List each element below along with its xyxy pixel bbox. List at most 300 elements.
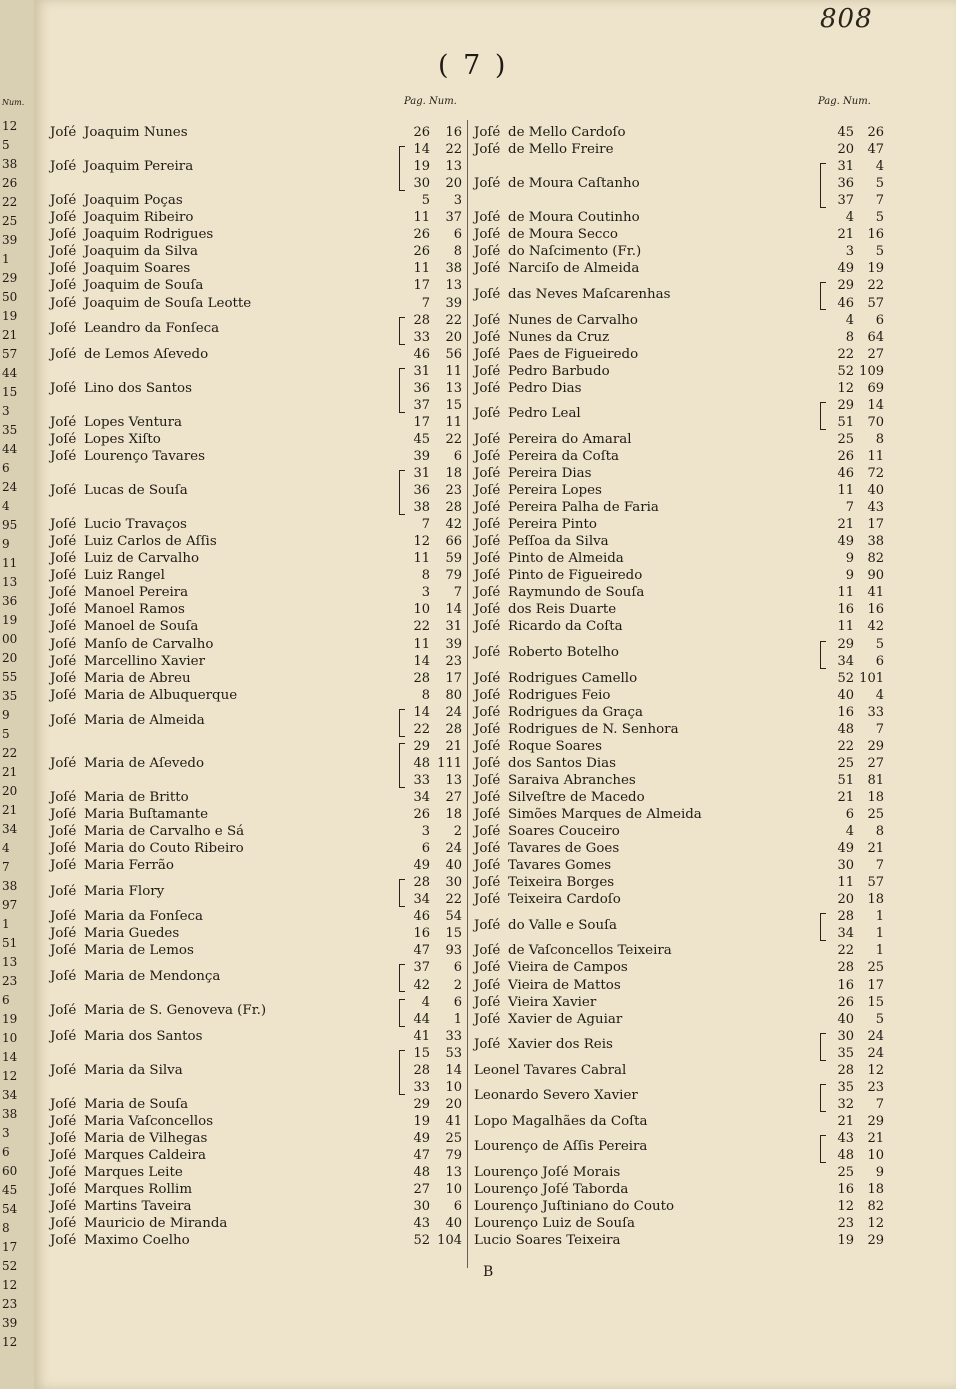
entry-prefix: Joſé: [50, 210, 77, 226]
entry-name: Pinto de Almeida: [508, 551, 624, 567]
left-column-entry: [50, 567, 165, 585]
page-ref: 3: [421, 824, 430, 840]
folio-number: 808: [820, 4, 873, 34]
entry-prefix: Joſé: [50, 1233, 77, 1249]
left-column-entry: [50, 1062, 183, 1080]
left-column-entry: [50, 448, 205, 466]
entry-number: 17: [867, 517, 884, 533]
page-ref: 28: [837, 960, 854, 976]
entry-number: 79: [445, 568, 462, 584]
page-ref: 28: [837, 909, 854, 925]
previous-page-number: 12: [2, 1069, 18, 1083]
entry-number: 40: [445, 1216, 462, 1232]
page-ref: 26: [837, 448, 854, 464]
page-ref: 12: [413, 534, 430, 550]
page-ref: 14: [413, 142, 430, 158]
previous-page-number: 21: [2, 328, 18, 342]
entry-number: 17: [445, 670, 462, 686]
entry-name: Xavier dos Reis: [508, 1037, 613, 1053]
right-column-entry: [474, 601, 616, 619]
entry-prefix: Joſé: [474, 892, 501, 908]
entry-name: Lourenço Tavares: [84, 448, 205, 464]
page-ref: 5: [421, 193, 430, 209]
page-ref: 26: [413, 244, 430, 260]
entry-prefix: Joſé: [474, 329, 501, 345]
entry-name: Maria Ferrão: [84, 858, 174, 874]
page-ref: 27: [413, 1182, 430, 1198]
entry-number: 12: [867, 1216, 884, 1232]
entry-prefix: Joſé: [474, 619, 501, 635]
entry-number: 10: [445, 1182, 462, 1198]
entry-number: 1: [875, 909, 884, 925]
entry-name: de Moura Caſtanho: [508, 176, 640, 192]
page-ref: 51: [837, 772, 854, 788]
entry-prefix: Joſé: [474, 346, 501, 362]
group-bracket: [820, 402, 826, 430]
page-ref: 11: [413, 636, 430, 652]
entry-name: Silveſtre de Macedo: [508, 789, 645, 805]
column-divider: [467, 120, 468, 1268]
right-column-entry: [474, 405, 581, 423]
page-ref: 30: [837, 858, 854, 874]
right-column-entry: [474, 738, 602, 756]
page-ref: 31: [413, 466, 430, 481]
entry-prefix: Joſé: [50, 653, 77, 669]
entry-name: de Moura Coutinho: [508, 210, 640, 226]
right-column-entry: [474, 1087, 638, 1105]
left-column-entry: [50, 346, 208, 364]
entry-prefix: Joſé: [50, 841, 77, 857]
page-ref: 16: [837, 602, 854, 618]
entry-name: Maria de Mendonça: [84, 968, 221, 984]
page-ref: 9: [845, 551, 854, 567]
entry-prefix: Joſé: [474, 645, 501, 661]
entry-number: 38: [445, 261, 462, 277]
page-ref: 11: [413, 210, 430, 226]
entry-name: Vieira Xavier: [508, 994, 597, 1010]
entry-prefix: Joſé: [50, 346, 77, 362]
entry-name: Rodrigues Feio: [508, 687, 611, 703]
previous-page-number: 57: [2, 347, 18, 361]
entry-prefix: Joſé: [50, 125, 77, 140]
entry-number: 18: [867, 892, 884, 908]
entry-name: Leonardo Severo Xavier: [474, 1088, 638, 1104]
page-ref: 46: [413, 909, 430, 925]
right-column-entry: [474, 994, 596, 1012]
page-ref: 45: [837, 125, 854, 140]
entry-name: Joaquim Ribeiro: [84, 210, 194, 226]
entry-number: 101: [859, 670, 884, 686]
entry-name: de Mello Cardoſo: [508, 125, 626, 140]
left-column-entry: [50, 789, 189, 807]
entry-name: Joaquim Soares: [84, 261, 191, 277]
entry-number: 80: [445, 687, 462, 703]
entry-number: 21: [867, 841, 884, 857]
entry-prefix: Joſé: [50, 568, 77, 584]
entry-number: 6: [875, 653, 884, 669]
right-column-entry: [474, 448, 619, 466]
entry-name: Joaquim Rodrigues: [84, 227, 214, 243]
previous-page-number: 12: [2, 1278, 18, 1292]
left-column-entry: [50, 295, 251, 313]
entry-prefix: Joſé: [50, 244, 77, 260]
entry-prefix: Joſé: [474, 244, 501, 260]
entry-name: Maria de S. Genoveva (Fr.): [84, 1003, 267, 1019]
entry-prefix: Joſé: [474, 363, 501, 379]
entry-prefix: Joſé: [50, 713, 77, 729]
page-ref: 11: [413, 551, 430, 567]
entry-name: Maria de Abreu: [84, 670, 191, 686]
left-column-entry: [50, 601, 185, 619]
group-bracket: [820, 1084, 826, 1112]
entry-number: 9: [875, 1165, 884, 1181]
entry-name: Tavares Gomes: [508, 858, 612, 874]
left-column-entry: [50, 1147, 206, 1165]
page-ref: 23: [837, 1216, 854, 1232]
left-column-entry: [50, 883, 164, 901]
left-column-entry: [50, 1096, 188, 1114]
entry-number: 6: [453, 227, 462, 243]
page-ref: 7: [421, 295, 430, 311]
page-ref: 22: [837, 943, 854, 959]
left-column-entry: [50, 243, 198, 261]
entry-number: 29: [867, 1233, 884, 1249]
previous-page-number: 20: [2, 784, 18, 798]
entry-number: 24: [445, 841, 462, 857]
previous-page-number: 34: [2, 822, 18, 836]
page-ref: 11: [837, 619, 854, 635]
previous-page-number: 13: [2, 575, 18, 589]
entry-number: 82: [867, 1199, 884, 1215]
page-ref: 47: [413, 943, 430, 959]
group-bracket: [820, 163, 826, 208]
right-column-entry: [474, 959, 628, 977]
entry-number: 20: [445, 176, 462, 192]
right-column-entry: [474, 1215, 635, 1233]
entry-name: Xavier de Aguiar: [508, 1011, 623, 1027]
entry-prefix: Joſé: [50, 755, 77, 771]
entry-prefix: Joſé: [50, 602, 77, 618]
entry-prefix: Joſé: [50, 858, 77, 874]
entry-number: 40: [867, 483, 884, 499]
entry-number: 6: [453, 448, 462, 464]
entry-prefix: Joſé: [474, 286, 501, 302]
entry-prefix: Joſé: [50, 909, 77, 925]
entry-number: 41: [445, 1113, 462, 1129]
page-ref: 29: [837, 636, 854, 652]
page-ref: 8: [421, 568, 430, 584]
entry-prefix: Joſé: [50, 926, 77, 942]
page-ref: 4: [845, 312, 854, 328]
entry-number: 11: [445, 363, 462, 379]
entry-name: Maria de Albuquerque: [84, 687, 238, 703]
previous-page-number: 19: [2, 1012, 18, 1026]
entry-number: 6: [875, 312, 884, 328]
previous-page-number: 23: [2, 974, 18, 988]
entry-name: Ricardo da Coſta: [508, 619, 623, 635]
previous-page-number: 29: [2, 271, 18, 285]
entry-prefix: Joſé: [474, 1037, 501, 1053]
entry-number: 109: [859, 363, 884, 379]
entry-number: 38: [867, 534, 884, 550]
right-column-entry: [474, 260, 639, 278]
entry-number: 11: [867, 448, 884, 464]
page-ref: 48: [413, 755, 430, 771]
entry-prefix: Joſé: [474, 517, 501, 533]
page-ref: 22: [837, 346, 854, 362]
right-column-entry: [474, 687, 610, 705]
page-ref: 26: [413, 125, 430, 140]
entry-name: Pereira Dias: [508, 466, 592, 481]
entry-prefix: Joſé: [50, 1096, 77, 1112]
entry-number: 3: [453, 193, 462, 209]
previous-page-number: 3: [2, 404, 10, 418]
entry-prefix: Joſé: [474, 142, 501, 158]
right-column-entry: [474, 1011, 622, 1029]
right-column-header: Pag. Num.: [818, 96, 871, 107]
entry-name: Pereira Pinto: [508, 517, 597, 533]
page-ref: 28: [837, 1062, 854, 1078]
page-ref: 21: [837, 789, 854, 805]
entry-name: Narciſo de Almeida: [508, 261, 640, 277]
entry-number: 111: [437, 755, 462, 771]
group-bracket: [399, 1050, 405, 1095]
right-column-entry: [474, 346, 638, 364]
page-ref: 52: [413, 1233, 430, 1249]
entry-number: 15: [867, 994, 884, 1010]
page-ref: 52: [837, 363, 854, 379]
right-column-entry: [474, 644, 619, 662]
page-ref: 7: [845, 500, 854, 516]
entry-number: 13: [445, 380, 462, 396]
page-ref: 43: [413, 1216, 430, 1232]
previous-page-number: 11: [2, 556, 18, 570]
entry-prefix: Joſé: [50, 585, 77, 601]
left-column-entry: [50, 516, 187, 534]
page-ref: 17: [413, 278, 430, 294]
page-ref: 16: [837, 977, 854, 993]
entry-prefix: Joſé: [474, 960, 501, 976]
entry-name: Maria Guedes: [84, 926, 180, 942]
page-ref: 8: [845, 329, 854, 345]
left-column-entry: [50, 277, 203, 295]
previous-page-number: 38: [2, 879, 18, 893]
entry-prefix: Joſé: [50, 1003, 77, 1019]
previous-page-number: 95: [2, 518, 18, 532]
entry-number: 90: [867, 568, 884, 584]
page-ref: 30: [413, 1199, 430, 1215]
entry-name: Marques Caldeira: [84, 1148, 207, 1163]
page-ref: 8: [421, 687, 430, 703]
entry-prefix: Joſé: [50, 968, 77, 984]
entry-number: 11: [445, 414, 462, 430]
entry-number: 7: [875, 858, 884, 874]
entry-name: Pedro Dias: [508, 380, 582, 396]
entry-number: 7: [875, 1096, 884, 1112]
entry-number: 6: [453, 1199, 462, 1215]
entry-name: Lopo Magalhães da Coſta: [474, 1113, 648, 1129]
entry-number: 27: [867, 346, 884, 362]
page-ref: 34: [837, 926, 854, 942]
entry-number: 7: [453, 585, 462, 601]
entry-prefix: Joſé: [474, 917, 501, 933]
entry-name: Roberto Botelho: [508, 645, 619, 661]
entry-number: 22: [445, 142, 462, 158]
entry-prefix: Joſé: [50, 534, 77, 550]
previous-page-number: 24: [2, 480, 18, 494]
entry-name: Maria de Britto: [84, 789, 189, 805]
entry-number: 33: [445, 1028, 462, 1044]
page-ref: 33: [413, 1079, 430, 1095]
entry-number: 13: [445, 772, 462, 788]
entry-number: 4: [875, 159, 884, 175]
entry-prefix: Joſé: [474, 755, 501, 771]
right-column-entry: [474, 1113, 647, 1131]
previous-page-number: 36: [2, 594, 18, 608]
page-ref: 46: [837, 295, 854, 311]
entry-number: 54: [445, 909, 462, 925]
left-column-entry: [50, 209, 193, 227]
entry-name: dos Santos Dias: [508, 755, 616, 771]
entry-number: 28: [445, 721, 462, 737]
entry-name: do Valle e Souſa: [508, 917, 618, 933]
entry-number: 43: [867, 500, 884, 516]
entry-prefix: Joſé: [474, 1011, 501, 1027]
left-column-entry: [50, 670, 191, 688]
entry-name: Rodrigues de N. Senhora: [508, 721, 679, 737]
entry-prefix: Joſé: [50, 1165, 77, 1181]
right-column-entry: [474, 567, 642, 585]
entry-prefix: Joſé: [50, 619, 77, 635]
right-column-entry: [474, 226, 618, 244]
entry-prefix: Joſé: [474, 585, 501, 601]
previous-page-number: 10: [2, 1031, 18, 1045]
entry-number: 31: [445, 619, 462, 635]
page-ref: 33: [413, 772, 430, 788]
entry-number: 42: [445, 517, 462, 533]
right-column-entry: [474, 1164, 620, 1182]
entry-number: 10: [445, 1079, 462, 1095]
page-ref: 19: [837, 1233, 854, 1249]
page-ref: 12: [837, 1199, 854, 1215]
entry-name: Maria de Lemos: [84, 943, 194, 959]
entry-number: 18: [445, 807, 462, 822]
left-column-entry: [50, 1130, 207, 1148]
page-ref: 14: [413, 653, 430, 669]
entry-prefix: Joſé: [474, 261, 501, 277]
previous-page-number: 5: [2, 138, 10, 152]
entry-name: Lucio Soares Teixeira: [474, 1233, 621, 1249]
right-column-entry: [474, 516, 597, 534]
entry-prefix: Joſé: [50, 551, 77, 567]
previous-page-number: 6: [2, 461, 10, 475]
page-ref: 26: [413, 227, 430, 243]
left-column-entry: [50, 687, 237, 705]
entry-prefix: Joſé: [474, 125, 501, 140]
entry-number: 47: [867, 142, 884, 158]
previous-page-number: 35: [2, 689, 18, 703]
page-ref: 19: [413, 159, 430, 175]
previous-page-number: 50: [2, 290, 18, 304]
entry-name: Marcellino Xavier: [84, 653, 205, 669]
entry-number: 13: [445, 278, 462, 294]
entry-name: de Moura Secco: [508, 227, 618, 243]
entry-number: 21: [445, 738, 462, 754]
group-bracket: [820, 1033, 826, 1061]
page-ref: 49: [413, 858, 430, 874]
right-column-entry: [474, 1181, 628, 1199]
entry-name: do Naſcimento (Fr.): [508, 244, 642, 260]
entry-number: 1: [875, 926, 884, 942]
entry-name: Joaquim Pereira: [84, 159, 194, 175]
right-column-entry: [474, 286, 671, 304]
page-ref: 39: [413, 448, 430, 464]
entry-name: Lopes Ventura: [84, 414, 182, 430]
entry-prefix: Joſé: [474, 483, 501, 499]
page-ref: 33: [413, 329, 430, 345]
previous-page-number: 45: [2, 1183, 18, 1197]
entry-number: 29: [867, 738, 884, 754]
entry-number: 10: [867, 1148, 884, 1163]
entry-name: Pereira da Coſta: [508, 448, 620, 464]
entry-name: dos Reis Duarte: [508, 602, 617, 618]
previous-page-number: 12: [2, 1335, 18, 1349]
previous-page-number: 7: [2, 860, 10, 874]
previous-page-number: 3: [2, 1126, 10, 1140]
previous-page-number: 39: [2, 1316, 18, 1330]
previous-page-number: 22: [2, 195, 18, 209]
right-column-entry: [474, 1232, 621, 1250]
entry-number: 57: [867, 875, 884, 891]
entry-number: 14: [867, 397, 884, 413]
right-column-entry: [474, 772, 636, 790]
previous-page-number: 6: [2, 993, 10, 1007]
entry-name: Lucio Travaços: [84, 517, 187, 533]
page-ref: 16: [837, 704, 854, 720]
entry-name: Maria Vaſconcellos: [84, 1113, 214, 1129]
page-ref: 11: [413, 261, 430, 277]
entry-name: Nunes da Cruz: [508, 329, 610, 345]
entry-prefix: Joſé: [474, 448, 501, 464]
entry-name: Marques Rollim: [84, 1182, 193, 1198]
left-column-entry: [50, 925, 179, 943]
previous-page-number: 15: [2, 385, 18, 399]
previous-page-number: 5: [2, 727, 10, 741]
left-column-entry: [50, 124, 188, 142]
entry-number: 13: [445, 159, 462, 175]
entry-number: 28: [445, 500, 462, 516]
right-column-entry: [474, 431, 632, 449]
entry-name: Rodrigues da Graça: [508, 704, 644, 720]
previous-page-number: 26: [2, 176, 18, 190]
entry-name: Maria Flory: [84, 883, 165, 899]
left-column-entry: [50, 482, 188, 500]
entry-number: 25: [867, 807, 884, 822]
entry-name: Pereira Palha de Faria: [508, 500, 659, 516]
entry-number: 42: [867, 619, 884, 635]
entry-number: 16: [867, 227, 884, 243]
page-ref: 30: [413, 176, 430, 192]
entry-prefix: Joſé: [50, 193, 77, 209]
page-ref: 11: [837, 585, 854, 601]
entry-number: 64: [867, 329, 884, 345]
entry-name: Joaquim de Souſa Leotte: [84, 295, 252, 311]
entry-name: Lourenço Luiz de Souſa: [474, 1216, 636, 1232]
page-ref: 25: [837, 1165, 854, 1181]
entry-name: Mauricio de Miranda: [84, 1216, 228, 1232]
previous-page-number: 17: [2, 1240, 18, 1254]
page-ref: 31: [413, 363, 430, 379]
